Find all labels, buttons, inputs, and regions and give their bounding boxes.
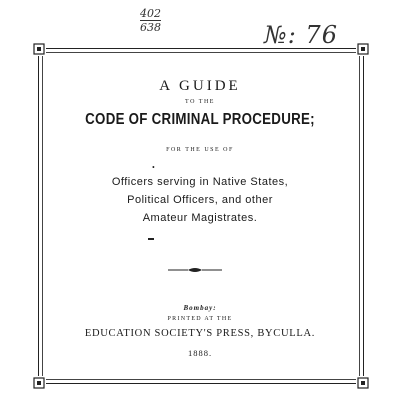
handwritten-catalogue-number: №: 76 [264, 21, 338, 49]
shelf-mark-top: 402 [140, 7, 161, 20]
corner-ornament-icon [32, 376, 46, 390]
description-line-3: Amateur Magistrates. [142, 212, 258, 224]
speck-mark: • [152, 163, 155, 172]
imprint-printed-at: PRINTED AT THE [167, 316, 233, 322]
imprint-year: 1888. [187, 348, 213, 358]
speck-dash [148, 238, 154, 240]
corner-ornament-icon [32, 42, 46, 56]
text-to-the: TO THE [185, 99, 215, 105]
handwritten-shelf-mark [140, 8, 161, 34]
corner-ornament-icon [356, 376, 370, 390]
heading-a-guide: A GUIDE [159, 78, 241, 94]
description-line-2: Political Officers, and other [127, 194, 273, 206]
imprint-press: EDUCATION SOCIETY'S PRESS, BYCULLA. [84, 328, 316, 339]
description-line-1: Officers serving in Native States, [111, 176, 289, 188]
decorative-rule-icon [168, 266, 222, 274]
imprint-place: Bombay: [183, 304, 217, 312]
main-title: CODE OF CRIMINAL PROCEDURE; [85, 111, 315, 128]
corner-ornament-icon [356, 42, 370, 56]
shelf-mark-bottom: 638 [140, 21, 161, 34]
text-for-the-use-of: FOR THE USE OF [166, 147, 234, 153]
